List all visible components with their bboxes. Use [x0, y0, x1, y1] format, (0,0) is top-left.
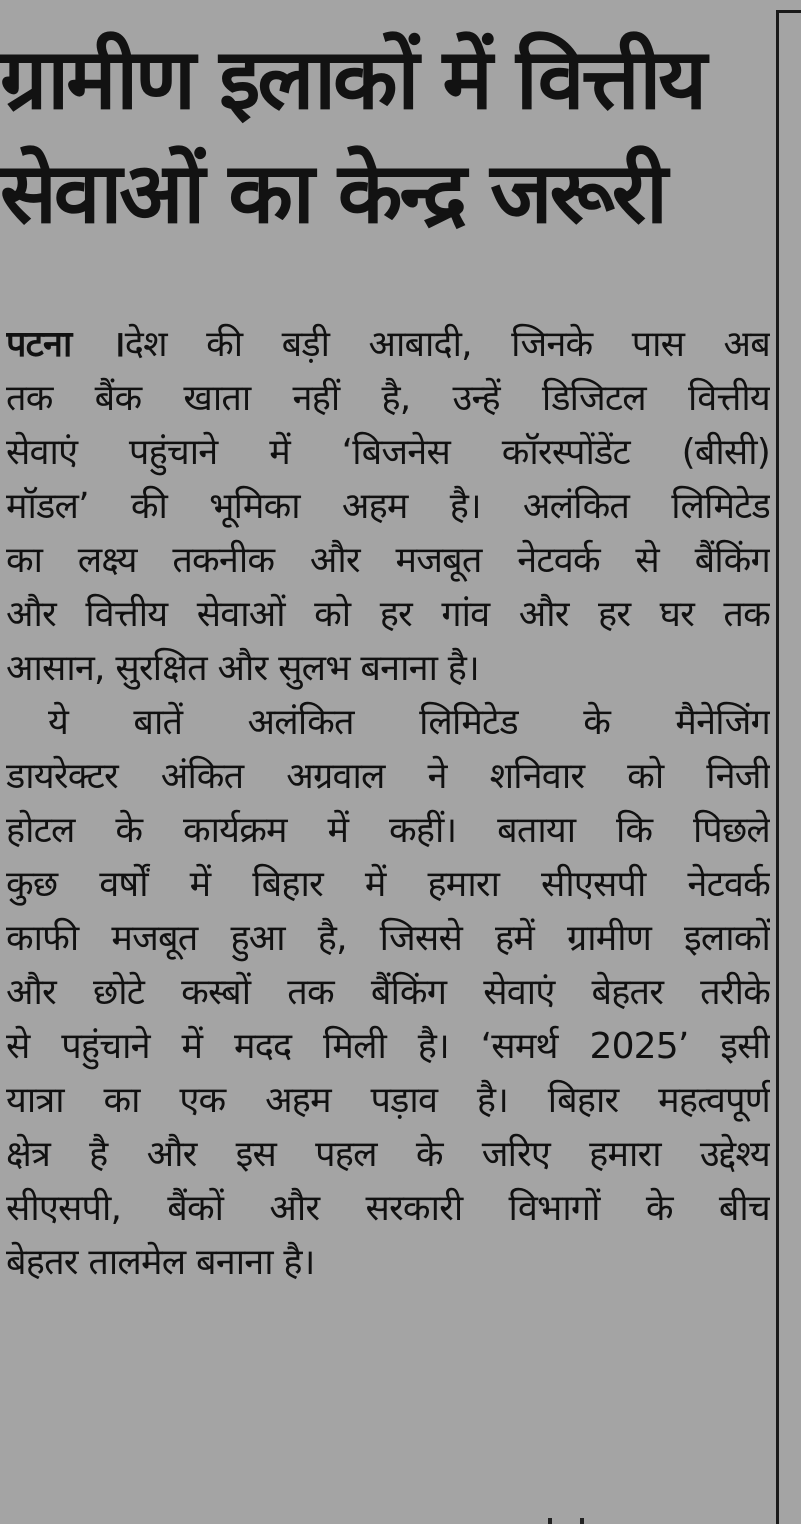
ink-fragment	[580, 1518, 584, 1524]
body-line: और छोटे कस्बों तक बैंकिंग सेवाएं बेहतर तरीके	[6, 972, 770, 1013]
body-line: तक बैंक खाता नहीं है, उन्हें डिजिटल वित्तीय	[6, 378, 770, 419]
paragraph-2	[6, 696, 770, 1290]
body-line: का लक्ष्य तकनीक और मजबूत नेटवर्क से बैंकिंग	[6, 540, 770, 581]
article-body	[6, 318, 770, 1290]
body-line: होटल के कार्यक्रम में कहीं। बताया कि पिछले	[6, 810, 770, 851]
cropped-next-text-fragment	[540, 1514, 610, 1524]
body-line: से पहुंचाने में मदद मिली है। ‘समर्थ 2025’ इसी	[6, 1026, 770, 1067]
body-line: मॉडल’ की भूमिका अहम है। अलंकित लिमिटेड	[6, 486, 770, 527]
body-line: और वित्तीय सेवाओं को हर गांव और हर घर तक	[6, 594, 770, 635]
body-line: बेहतर तालमेल बनाना है।	[6, 1242, 315, 1283]
body-line-text: देश की बड़ी आबादी, जिनके पास अब	[124, 324, 770, 365]
paragraph-1	[6, 318, 770, 696]
body-line: सीएसपी, बैंकों और सरकारी विभागों के बीच	[6, 1188, 770, 1229]
headline-line-2: सेवाओं का केन्द्र जरूरी	[0, 144, 665, 242]
column-divider-rule	[776, 10, 779, 1524]
headline	[0, 22, 770, 250]
body-line: डायरेक्टर अंकित अग्रवाल ने शनिवार को निजी	[6, 756, 770, 797]
ink-fragment	[548, 1518, 552, 1524]
body-line	[6, 318, 770, 372]
body-line: काफी मजबूत हुआ है, जिससे हमें ग्रामीण इलाकों	[6, 918, 770, 959]
body-line: क्षेत्र है और इस पहल के जरिए हमारा उद्देश्य	[6, 1134, 770, 1175]
body-line: कुछ वर्षों में बिहार में हमारा सीएसपी नेटवर्क	[6, 864, 770, 905]
body-line: सेवाएं पहुंचाने में ‘बिजनेस कॉरस्पोंडेंट (बीसी)	[6, 432, 770, 473]
top-rule	[776, 10, 801, 13]
body-line: आसान, सुरक्षित और सुलभ बनाना है।	[6, 648, 479, 689]
headline-line-1: ग्रामीण इलाकों में वित्तीय	[0, 30, 705, 128]
body-line: ये बातें अलंकित लिमिटेड के मैनेजिंग	[48, 702, 770, 743]
body-line: यात्रा का एक अहम पड़ाव है। बिहार महत्वपूर्ण	[6, 1080, 770, 1121]
dateline: पटना ।	[6, 324, 125, 365]
